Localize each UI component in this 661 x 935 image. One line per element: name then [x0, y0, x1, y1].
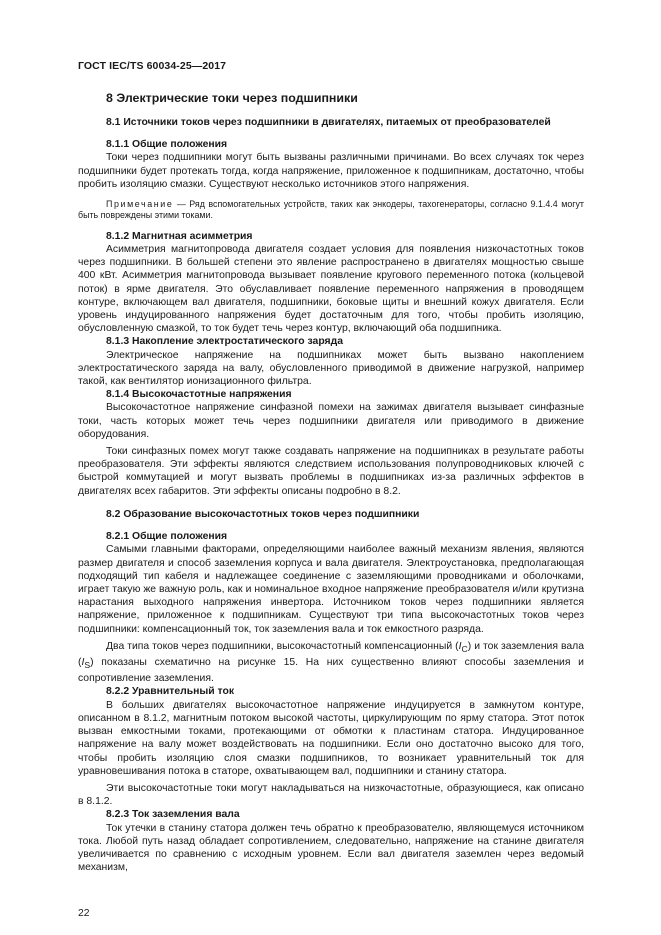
- paragraph-8-1-3: Электрическое напряжение на подшипниках может быть вызвано накоплением электростатического заряда на валу, обусловленного приводимой в движение нагрузкой, например такой, как вентилятор ионизационного фильтра.: [78, 349, 584, 388]
- paragraph-8-1-4-a: Высокочастотное напряжение синфазной помехи на зажимах двигателя вызывает синфазные токи, часть которых может течь через подшипники двигателя или приводимого в движение оборудования.: [78, 402, 584, 440]
- note-text: — Ряд вспомогательных устройств, таких как энкодеры, тахогенераторы, согласно 9.1.4.4 могут быть повреждены этими токами.: [78, 199, 584, 221]
- paragraph-8-2-1-b: [78, 640, 584, 686]
- page-number: 22: [78, 908, 90, 919]
- section-8-1-2-title: 8.1.2 Магнитная асимметрия: [106, 230, 253, 242]
- section-8-2-title: 8.2 Образование высокочастотных токов через подшипники: [106, 508, 420, 520]
- paragraph-8-1-2: Асимметрия магнитопровода двигателя создает условия для появления низкочастотных токов через подшипники. В большей степени это явление распространено в двигателях мощностью свыше 400 кВт. Асимметрия магнитопровода вызывает появление кругового переменного потока (кольцевой поток) в ярме двигателя. Это обуславливает появление переменного напряжения в проводящем контуре, включающем вал двигателя, подшипники, боковые щиты и внешний кожух двигателя. Если уровень индуцированного напряжения будет достаточным для того, чтобы пробить изоляцию, обусловленную смазкой, то ток будет течь через контур, включающий оба подшипника.: [78, 244, 584, 335]
- section-8-2-1-title: 8.2.1 Общие положения: [106, 531, 228, 543]
- subscript-c: C: [461, 643, 468, 654]
- p821b-text-3: ) показаны схематично на рисунке 15. На них существенно влияют способы заземления и сопротивление заземления.: [78, 657, 584, 685]
- section-8-title: 8 Электрические токи через подшипники: [106, 91, 358, 105]
- section-8-2-2-title: 8.2.2 Уравнительный ток: [106, 686, 235, 698]
- document-body: [78, 90, 584, 874]
- section-8-1-4-title: 8.1.4 Высокочастотные напряжения: [106, 389, 292, 401]
- paragraph-8-2-2-b: Эти высокочастотные токи могут накладываться на низкочастотные, образующиеся, как описано в 8.1.2.: [78, 782, 584, 808]
- paragraph-8-2-2-a: В больших двигателях высокочастотное напряжение индуцируется в замкнутом контуре, описанном в 8.1.2, магнитным потоком высокой частоты, циркулирующим по ярму статора. Этот поток вызван емкостными токами, протекающими от обмотки к пластинам статора. Индуцированное напряжение на валу может воздействовать на подшипники. Если оно достаточно высоко для того, чтобы пробить изоляцию слоя смазки подшипников, то возникает уравнительный ток для уравновешивания потока в статоре, охватывающем вал, подшипники и станину статора.: [78, 699, 584, 777]
- paragraph-8-2-1-a: Самыми главными факторами, определяющими наиболее важный механизм явления, являются размер двигателя и способ заземления корпуса и вала двигателя. Электроустановка, предполагающая подходящий тип кабеля и надлежащее соединение с заземляющими проводниками и оболочками, играет такую же важную роль, как и номинальное входное напряжение преобразователя и/или крутизна нарастания выходного напряжения инвертора. Источником токов через подшипники является напряжение, приложенное к подшипникам. Существуют три типа высокочастотных токов через подшипники: компенсационный ток, ток заземления вала и ток емкостного разряда.: [78, 544, 584, 635]
- paragraph-8-2-3: Ток утечки в станину статора должен течь обратно к преобразователю, являющемуся источником тока. Любой путь назад обладает сопротивлением, следовательно, напряжение на станине двигателя увеличивается по сравнению с исходным уровнем. Если вал двигателя заземлен через ведомый механизм,: [78, 822, 584, 874]
- symbol-i-c: I: [458, 640, 462, 652]
- p821b-text-2: ) и ток заземления вала (: [78, 640, 585, 668]
- paragraph-8-1-1: Токи через подшипники могут быть вызваны различными причинами. Во всех случаях ток через подшипники будет протекать тогда, когда напряжение, приложенное к подшипникам, достаточно, чтобы пробить изоляцию смазки. Существуют несколько источников этого напряжения.: [78, 152, 584, 190]
- subscript-s: S: [84, 660, 91, 671]
- p821b-text-1: Два типа токов через подшипники, высокочастотный компенсационный (: [106, 640, 459, 652]
- section-8-1-1-title: 8.1.1 Общие положения: [106, 139, 228, 151]
- note-label: Примечание: [106, 199, 174, 210]
- section-8-2-3-title: 8.2.3 Ток заземления вала: [106, 809, 240, 821]
- standard-header: ГОСТ IEC/TS 60034-25—2017: [78, 60, 227, 72]
- section-8-1-title: 8.1 Источники токов через подшипники в двигателях, питаемых от преобразователей: [106, 117, 551, 128]
- section-8-1-3-title: 8.1.3 Накопление электростатического заряда: [106, 336, 343, 348]
- paragraph-8-1-4-b: Токи синфазных помех могут также создавать напряжение на подшипниках в результате работы преобразователя. Эти эффекты являются следствием использования полупроводниковых ключей с быстрой коммутацией и могут вызвать проблемы в подшипниках из-за различных эффектов в двигателях всех габаритов. Эти эффекты описаны подробно в 8.2.: [78, 446, 584, 497]
- note: [78, 199, 584, 222]
- symbol-i-s: I: [81, 657, 85, 668]
